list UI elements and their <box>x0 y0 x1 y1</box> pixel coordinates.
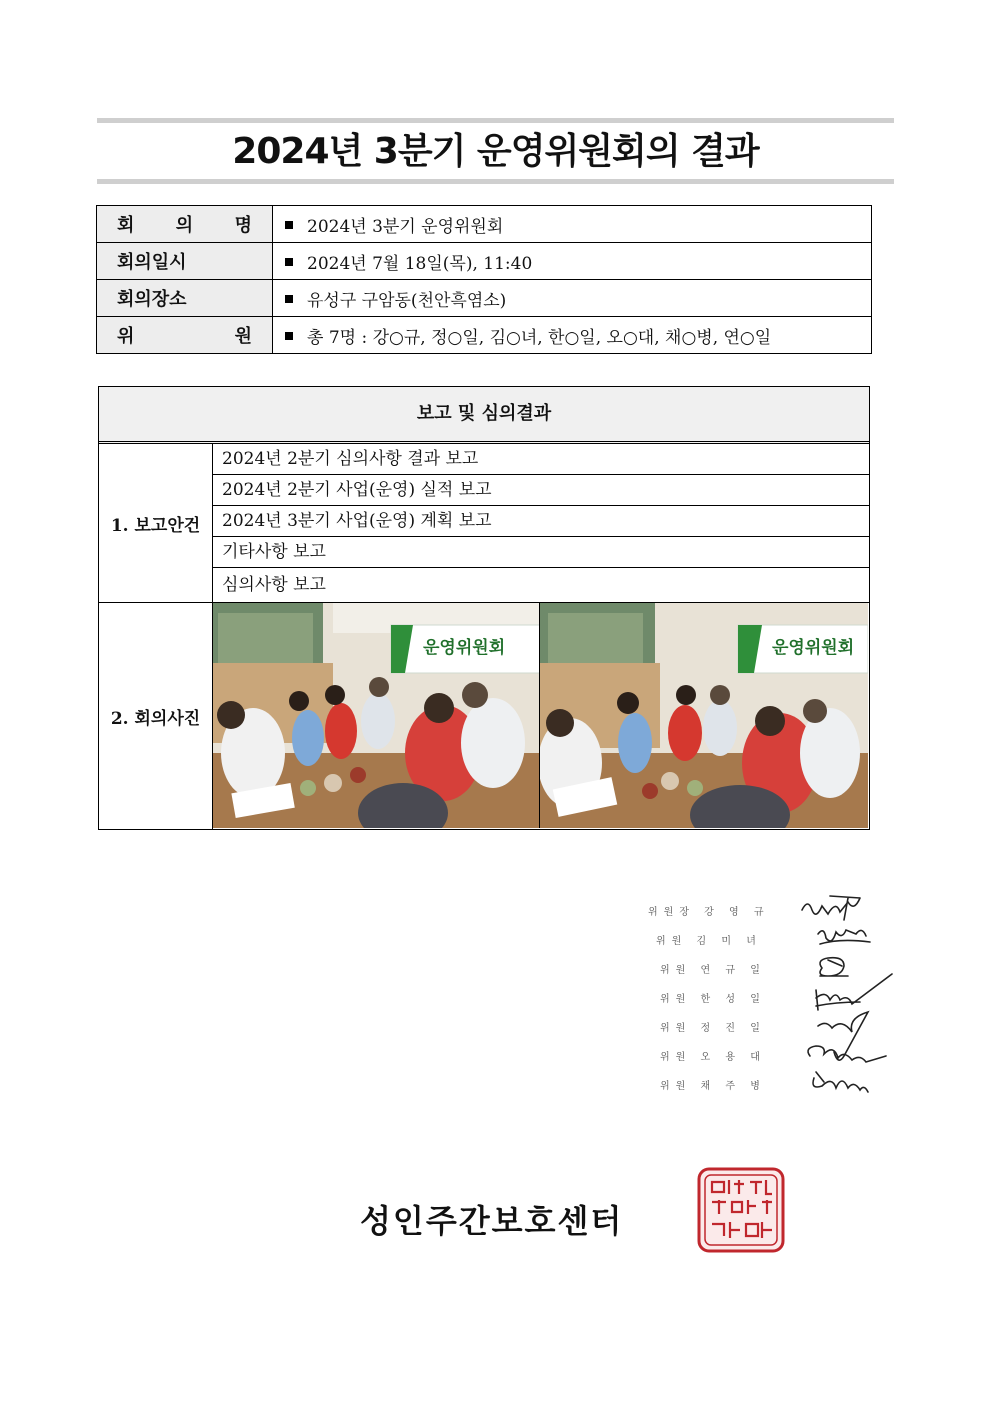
signature-row <box>656 932 762 947</box>
info-label: 회의일시 <box>97 243 273 280</box>
sig-role: 위원 <box>656 936 688 947</box>
signature-row <box>660 1019 766 1034</box>
meeting-photo-2 <box>540 603 868 828</box>
info-label: 위 원 <box>97 317 273 354</box>
sig-name: 채 주 병 <box>700 1081 766 1092</box>
official-seal <box>696 1166 786 1254</box>
report-header: 보고 및 심의결과 <box>99 387 869 444</box>
section2-label: 2. 회의사진 <box>99 603 213 829</box>
info-value: 2024년 3분기 운영위원회 <box>307 216 504 237</box>
sig-name: 오 용 대 <box>700 1052 766 1063</box>
banner-text: 운영위원회 <box>423 638 506 658</box>
sig-role: 위원 <box>660 965 692 976</box>
report-item: 심의사항 보고 <box>213 568 869 603</box>
info-value: 2024년 7월 18일(목), 11:40 <box>307 253 533 274</box>
title-top-rule <box>97 118 894 123</box>
info-value: 총 7명 : 강○규, 정○일, 김○녀, 한○일, 오○대, 채○병, 연○일 <box>307 327 772 348</box>
signature-row <box>648 903 770 918</box>
report-table <box>98 386 870 830</box>
info-label: 회 의 명 <box>97 206 273 243</box>
signature-row <box>660 1077 766 1092</box>
sig-name: 강 영 규 <box>704 907 770 918</box>
bullet-square-icon <box>285 332 293 340</box>
sig-name: 김 미 녀 <box>696 936 762 947</box>
sig-role: 위원 <box>660 1081 692 1092</box>
info-row-members <box>97 317 872 354</box>
sig-name: 한 성 일 <box>700 994 766 1005</box>
signature-row <box>660 1048 766 1063</box>
handwritten-signatures <box>790 888 900 1103</box>
sig-role: 위원 <box>660 1052 692 1063</box>
info-row-meeting-date <box>97 243 872 280</box>
title-bottom-rule <box>97 179 894 184</box>
sig-role: 위원 <box>660 994 692 1005</box>
report-item: 2024년 2분기 심의사항 결과 보고 <box>213 444 869 475</box>
sig-name: 정 진 일 <box>700 1023 766 1034</box>
meeting-photo-1 <box>213 603 540 828</box>
sig-name: 연 규 일 <box>700 965 766 976</box>
report-item: 2024년 2분기 사업(운영) 실적 보고 <box>213 475 869 506</box>
page-title: 2024년 3분기 운영위원회의 결과 <box>232 131 759 172</box>
report-item: 기타사항 보고 <box>213 537 869 568</box>
info-label: 회의장소 <box>97 280 273 317</box>
sig-role: 위원장 <box>648 907 695 918</box>
info-row-meeting-place <box>97 280 872 317</box>
banner-text: 운영위원회 <box>772 638 855 658</box>
info-row-meeting-name <box>97 206 872 243</box>
meeting-info-table <box>96 205 872 354</box>
bullet-square-icon <box>285 221 293 229</box>
signature-row <box>660 990 766 1005</box>
report-item: 2024년 3분기 사업(운영) 계획 보고 <box>213 506 869 537</box>
info-value: 유성구 구암동(천안흑염소) <box>307 290 507 311</box>
section1-label: 1. 보고안건 <box>99 444 213 603</box>
bullet-square-icon <box>285 258 293 266</box>
organization-name: 성인주간보호센터 <box>360 1202 624 1240</box>
sig-role: 위원 <box>660 1023 692 1034</box>
bullet-square-icon <box>285 295 293 303</box>
signature-row <box>660 961 766 976</box>
